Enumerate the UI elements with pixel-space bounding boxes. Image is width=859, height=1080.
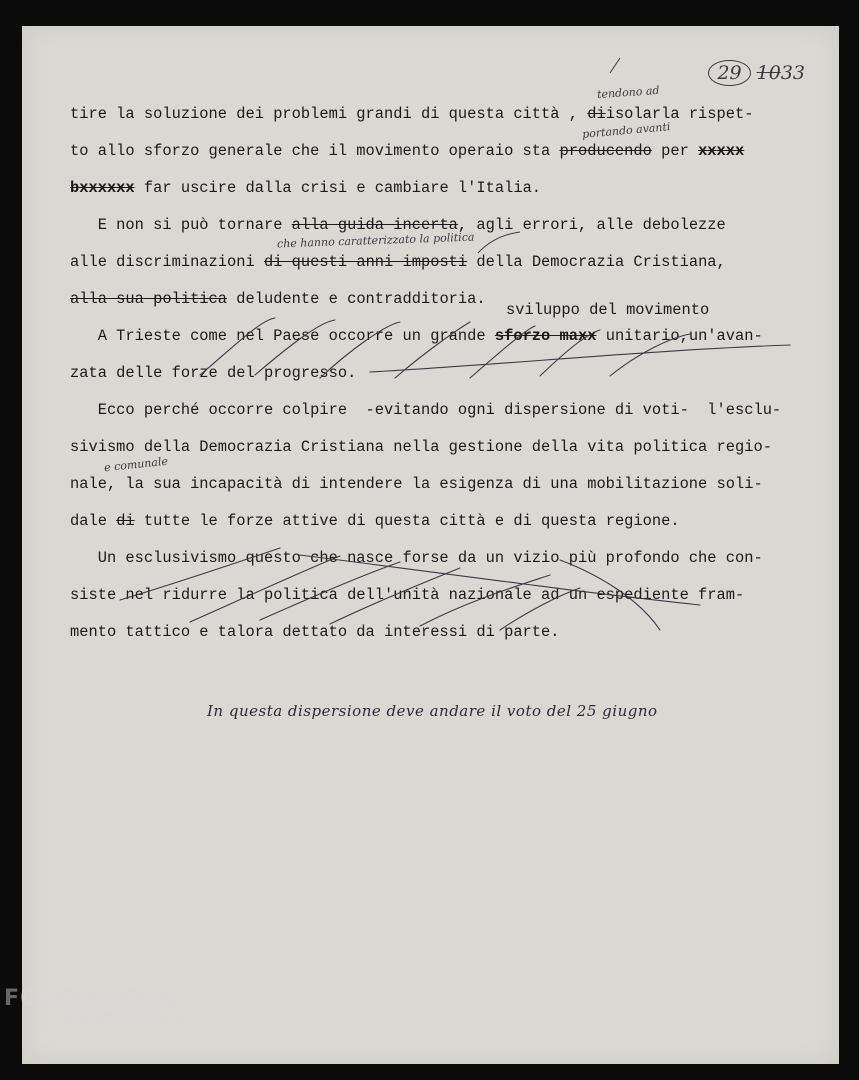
text-line: bxxxxxx far uscire dalla crisi e cambiare l'Italia. (70, 179, 542, 197)
text-line: Ecco perché occorre colpire -evitando ogni dispersione di voti- l'esclu- (70, 401, 782, 419)
text-line: mento tattico e talora dettato da interessi di parte. (70, 623, 560, 641)
text-line: tire la soluzione dei problemi grandi di questa città , diisolarla rispet- (70, 105, 754, 123)
text-line: sivismo della Democrazia Cristiana nella gestione della vita politica regio- (70, 438, 772, 456)
text-line: to allo sforzo generale che il movimento operaio sta producendo per xxxxx (70, 142, 745, 160)
text-line: A Trieste come nel Paese occorre un grande sforzo maxx unitario,un'avan- (70, 327, 763, 345)
fondazione-gramsci-watermark: FONDAZIONE GRAMSCI onlus (4, 986, 206, 1039)
circled-archive-number: 29 (708, 60, 750, 86)
text-line: Un esclusivismo questo che nasce forse da un vizio più profondo che con- (70, 549, 763, 567)
text-line: alle discriminazioni di questi anni imposti della Democrazia Cristiana, (70, 253, 726, 271)
text-line: dale di tutte le forze attive di questa città e di questa regione. (70, 512, 680, 530)
handwritten-insertion: portando avanti (581, 120, 671, 141)
new-page-number: 33 (780, 62, 805, 84)
text-line: nale, la sua incapacità di intendere la esigenza di una mobilitazione soli- (70, 475, 763, 493)
original-page-number: 10 (756, 62, 781, 84)
handwritten-insertion: tendono ad (596, 83, 660, 102)
text-line: siste nel ridurre la politica dell'unità nazionale ad un espediente fram- (70, 586, 745, 604)
handwritten-insertion: che hanno caratterizzato la politica (276, 230, 475, 251)
text-line: zata delle forze del progresso. (70, 364, 357, 382)
handwritten-insertion: e comunale (103, 454, 169, 475)
text-line: E non si può tornare alla guida incerta, agli errori, alle debolezze (70, 216, 726, 234)
text-line: alla sua politica deludente e contradditoria. (70, 290, 486, 308)
typed-insertion: sviluppo del movimento (506, 301, 710, 319)
handwritten-footer-note: In questa dispersione deve andare il voto del 25 giugno (207, 702, 658, 720)
